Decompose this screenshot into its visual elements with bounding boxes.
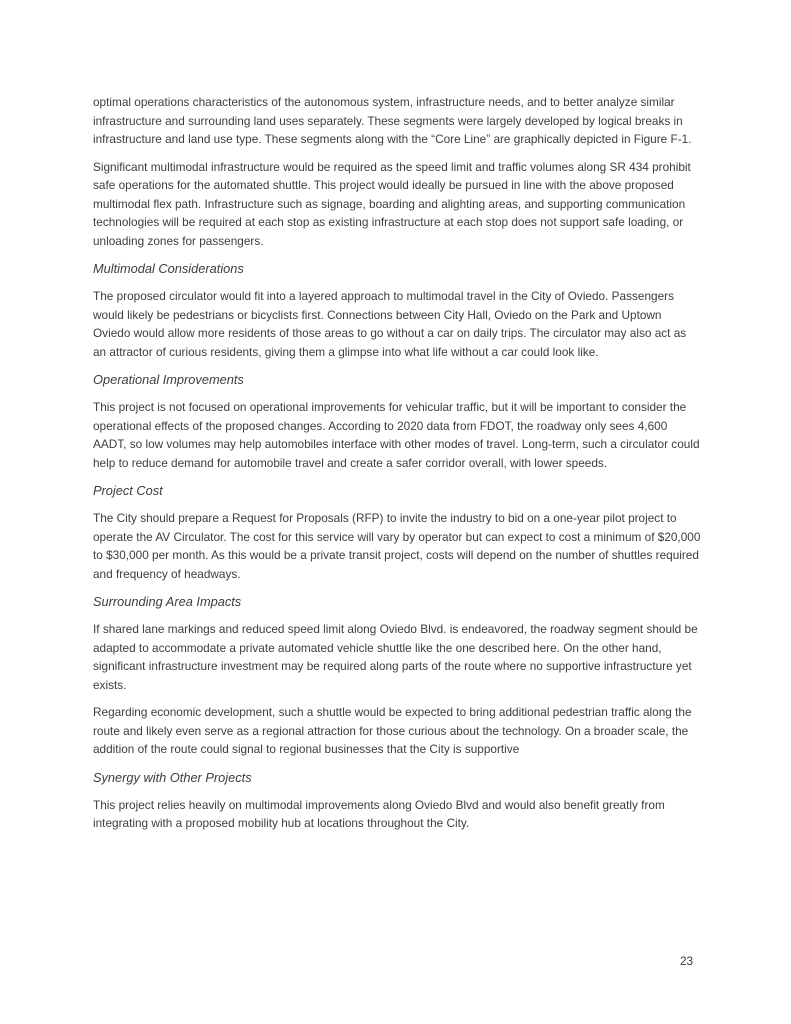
body-paragraph: optimal operations characteristics of the autonomous system, infrastructure needs, and to better analyze similar infrastructure and surrounding land uses separately. These segments were largely developed by logical breaks in infrastructure and land use type. These segments along with the “Core Line” are graphically depicted in Figure F-1. xyxy=(93,95,692,146)
page-number: 23 xyxy=(680,954,694,968)
section-heading-operational-improvements: Operational Improvements xyxy=(93,372,244,387)
body-paragraph: If shared lane markings and reduced speed limit along Oviedo Blvd. is endeavored, the roadway segment should be adapted to accommodate a private automated vehicle shuttle like the one described here. On the other hand, significant infrastructure investment may be required along parts of the route where no supportive infrastructure yet exists. xyxy=(93,622,698,692)
body-paragraph: The City should prepare a Request for Proposals (RFP) to invite the industry to bid on a one-year pilot project to operate the AV Circulator. The cost for this service will vary by operator but can expect to cost a minimum of $20,000 to $30,000 per month. As this would be a private transit project, costs will depend on the number of shuttles required and frequency of headways. xyxy=(93,511,701,581)
body-paragraph: Significant multimodal infrastructure would be required as the speed limit and traffic volumes along SR 434 prohibit safe operations for the automated shuttle. This project would ideally be pursued in line with the above proposed multimodal flex path. Infrastructure such as signage, boarding and alighting areas, and supporting communication technologies will be required at each stop as existing infrastructure at each stop does not support safe loading, or unloading zones for passengers. xyxy=(93,159,691,248)
section-heading-surrounding-area-impacts: Surrounding Area Impacts xyxy=(93,594,242,609)
section-heading-multimodal-considerations: Multimodal Considerations xyxy=(93,261,244,276)
section-heading-synergy-with-other-projects: Synergy with Other Projects xyxy=(93,769,252,785)
body-paragraph: This project is not focused on operational improvements for vehicular traffic, but it will be important to consider the operational effects of the proposed changes. According to 2020 data from FDOT, the roadway only sees 4,600 AADT, so low volumes may help automobiles interface with other modes of travel. Long-term, such a circulator could help to reduce demand for automobile travel and create a safer corridor overall, with lower speeds. xyxy=(93,400,700,470)
body-paragraph: This project relies heavily on multimodal improvements along Oviedo Blvd and would also benefit greatly from integrating with a proposed mobility hub at locations throughout the City. xyxy=(93,797,665,830)
document-body xyxy=(93,93,701,842)
body-paragraph: The proposed circulator would fit into a layered approach to multimodal travel in the City of Oviedo. Passengers would likely be pedestrians or bicyclists first. Connections between City Hall, Oviedo on the Park and Uptown Oviedo would allow more residents of those areas to go without a car on daily trips. The circulator may also act as an attractor of curious residents, giving them a glimpse into what life without a car could look like. xyxy=(93,289,687,359)
section-heading-project-cost: Project Cost xyxy=(93,483,163,498)
body-paragraph: Regarding economic development, such a shuttle would be expected to bring additional pedestrian traffic along the route and likely even serve as a regional attraction for those curious about the technology. On a broader scale, the addition of the route could signal to regional businesses that the City is supportive xyxy=(93,705,692,756)
